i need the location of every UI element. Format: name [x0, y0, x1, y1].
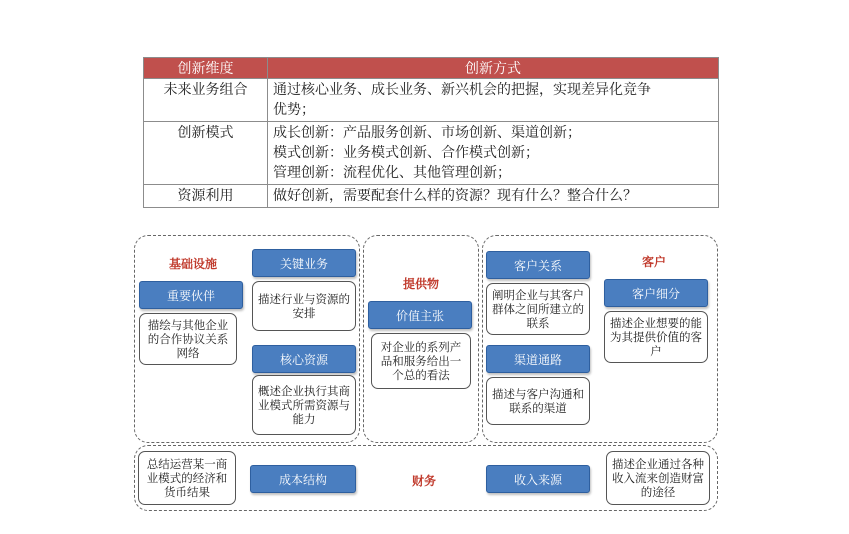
method-line: 成长创新：产品服务创新、市场创新、渠道创新； — [273, 125, 581, 141]
offering-heading: 提供物 — [402, 277, 439, 291]
revenue-streams-desc: 描述企业通过各种收入流来创造财富的途径 — [606, 451, 710, 505]
cost-structure-box: 成本结构 — [250, 465, 356, 493]
customer-segments-box: 客户细分 — [604, 279, 708, 307]
row-method — [268, 122, 719, 185]
key-partners-desc: 描绘与其他企业的合作协议关系网络 — [139, 313, 237, 365]
table-row — [144, 185, 719, 208]
row-dimension: 创新模式 — [144, 122, 268, 185]
table-header-row — [144, 58, 719, 79]
innovation-table — [143, 57, 719, 208]
row-dimension: 未来业务组合 — [144, 79, 268, 122]
revenue-streams-box: 收入来源 — [486, 465, 590, 493]
key-activities-box: 关键业务 — [252, 249, 356, 277]
method-line: 通过核心业务、成长业务、新兴机会的把握，实现差异化竞争 — [273, 82, 651, 98]
value-proposition-desc: 对企业的系列产品和服务给出一个总的看法 — [371, 333, 471, 389]
customer-relationships-box: 客户关系 — [486, 251, 590, 279]
channels-desc: 描述与客户沟通和联系的渠道 — [486, 377, 590, 425]
table-row — [144, 79, 719, 122]
method-line: 管理创新：流程优化、其他管理创新； — [273, 165, 511, 181]
key-activities-desc: 描述行业与资源的安排 — [252, 281, 356, 331]
value-proposition-box: 价值主张 — [368, 301, 472, 329]
key-partners-box: 重要伙伴 — [139, 281, 243, 309]
method-line: 优势； — [273, 102, 315, 118]
key-resources-desc: 概述企业执行其商业模式所需资源与能力 — [252, 375, 356, 435]
infrastructure-heading: 基础设施 — [168, 257, 217, 271]
header-dimension: 创新维度 — [144, 58, 268, 79]
header-method: 创新方式 — [268, 58, 719, 79]
table-row — [144, 122, 719, 185]
row-method — [268, 79, 719, 122]
customer-heading: 客户 — [641, 255, 666, 269]
method-line: 做好创新，需要配套什么样的资源？现有什么？整合什么？ — [273, 188, 637, 204]
key-resources-box: 核心资源 — [252, 345, 356, 373]
cost-structure-desc: 总结运营某一商业模式的经济和货币结果 — [138, 451, 236, 505]
customer-segments-desc: 描述企业想要的能为其提供价值的客户 — [604, 311, 708, 363]
row-dimension: 资源利用 — [144, 185, 268, 208]
channels-box: 渠道通路 — [486, 345, 590, 373]
customer-relationships-desc: 阐明企业与其客户群体之间所建立的联系 — [486, 283, 590, 335]
finance-heading: 财务 — [411, 474, 436, 488]
row-method — [268, 185, 719, 208]
business-model-canvas — [134, 235, 720, 513]
method-line: 模式创新：业务模式创新、合作模式创新； — [273, 145, 539, 161]
